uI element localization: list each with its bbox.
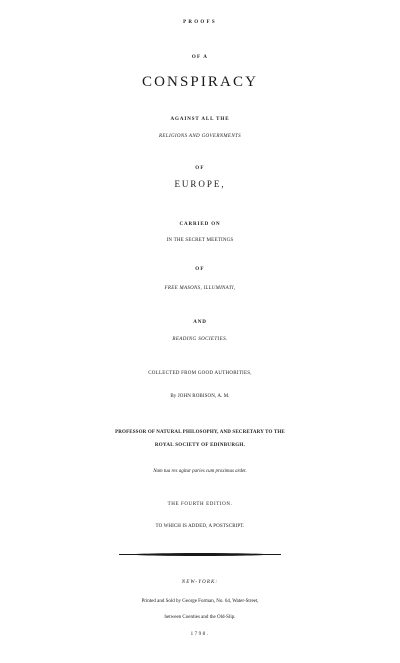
postscript-line: TO WHICH IS ADDED, A POSTSCRIPT.: [155, 524, 245, 529]
edition-line: THE FOURTH EDITION.: [167, 502, 233, 507]
heading-free-masons: FREE MASONS, ILLUMINATI,: [164, 286, 236, 291]
connector-and: AND: [193, 320, 207, 325]
connector-of-2: OF: [195, 267, 205, 272]
connector-carried-on: CARRIED ON: [179, 222, 221, 227]
connector-of: OF: [195, 166, 205, 171]
heading-religions: RELIGIONS AND GOVERNMENTS: [159, 134, 241, 139]
heading-reading-societies: READING SOCIETIES.: [172, 337, 228, 342]
connector-against: AGAINST ALL THE: [170, 117, 230, 122]
imprint-address: between Coenties and the Old-Slip.: [164, 615, 236, 620]
heading-conspiracy: CONSPIRACY: [141, 74, 259, 90]
heading-europe: EUROPE,: [174, 179, 226, 189]
line-collected: COLLECTED FROM GOOD AUTHORITIES,: [148, 371, 252, 376]
author-credentials: PROFESSOR OF NATURAL PHILOSOPHY, AND SECRETARY TO THE: [115, 430, 285, 435]
epigraph: Nam tua res agitur paries cum proximus ardet.: [153, 469, 247, 474]
imprint-year: 1798.: [190, 632, 210, 637]
line-secret-meetings: IN THE SECRET MEETINGS: [166, 238, 234, 243]
connector-of-a: OF A: [191, 55, 209, 60]
imprint-printer: Printed and Sold by George Forman, No. 64, Water-Street,: [141, 599, 259, 604]
author-society: ROYAL SOCIETY OF EDINBURGH.: [154, 443, 246, 448]
imprint-place: NEW-YORK:: [181, 580, 219, 585]
ornamental-rule: [133, 553, 267, 556]
author-line: By JOHN ROBISON, A. M.: [170, 394, 230, 399]
heading-proofs: PROOFS: [183, 20, 217, 25]
